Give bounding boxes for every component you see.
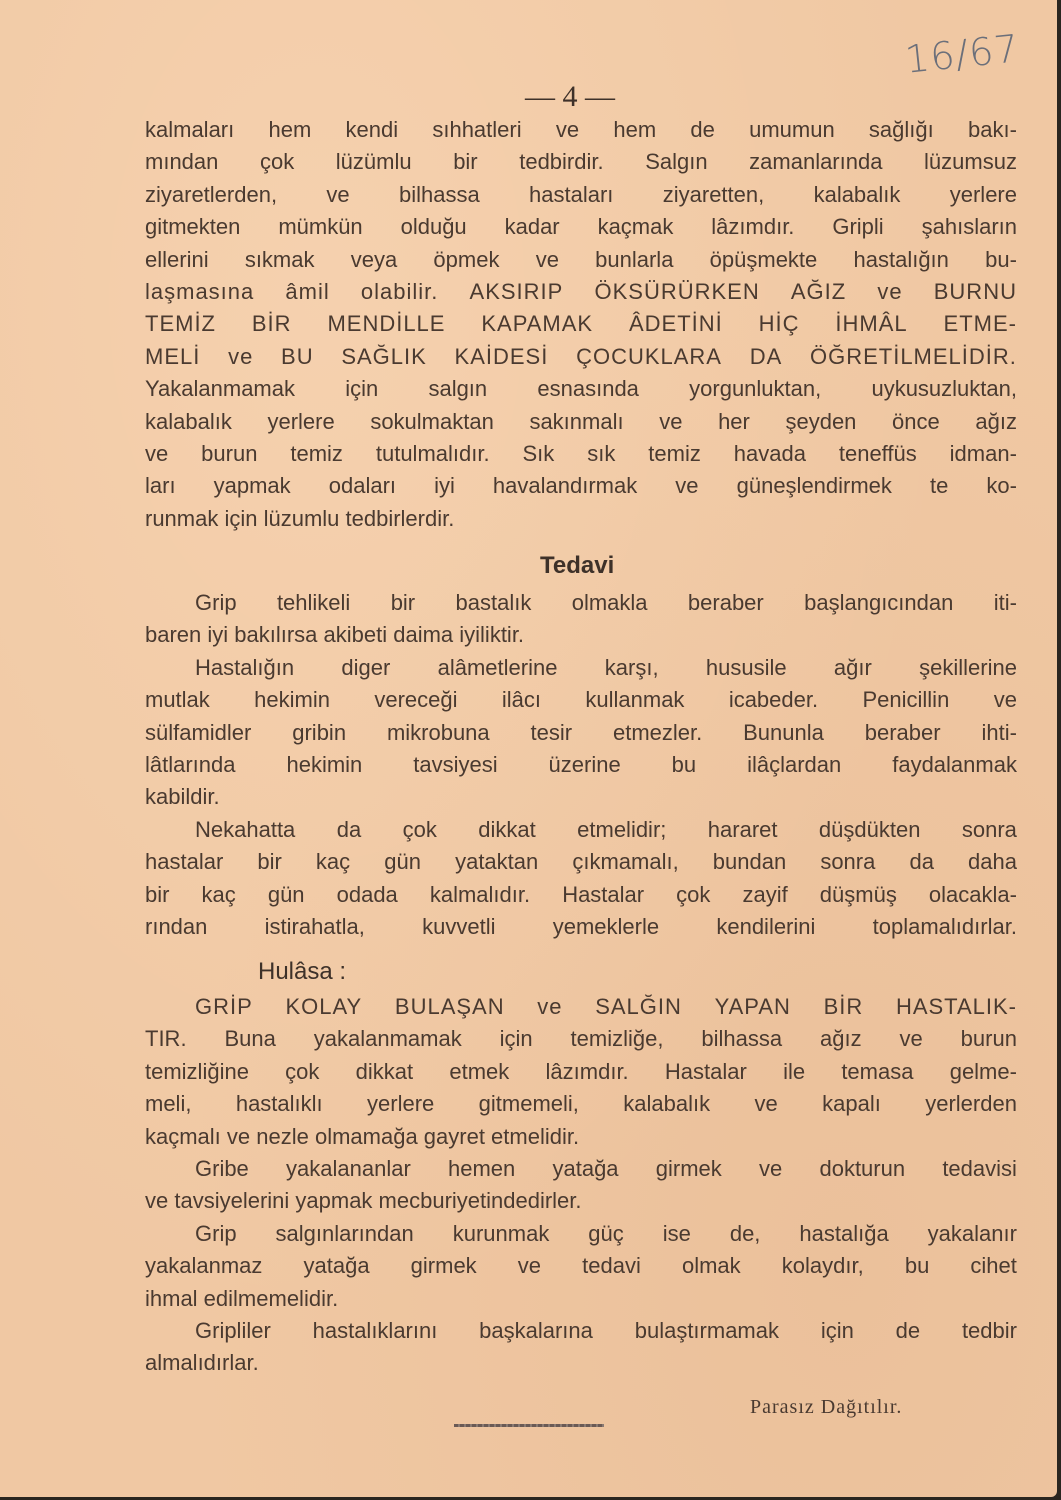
word: beraber [864, 719, 941, 745]
word: de [895, 1318, 921, 1344]
paragraph [145, 991, 1017, 1153]
word: bir [453, 149, 478, 175]
word: yatağa [303, 1253, 370, 1279]
word: ziyaretten, [662, 181, 765, 207]
word: ile [783, 1058, 806, 1084]
section-heading-tedavi: Tedavi [540, 552, 615, 579]
word: güç [588, 1220, 624, 1246]
word: BİR [823, 994, 864, 1019]
text-line [145, 438, 1017, 470]
word: öpüşmekte [709, 246, 818, 272]
word: lâtlarında [145, 752, 236, 778]
word: meli, [145, 1091, 192, 1117]
word: olmakla [571, 590, 648, 615]
word: kaçmak [597, 214, 674, 240]
word: ve [659, 408, 683, 434]
word: girmek [655, 1156, 722, 1182]
word: için [820, 1318, 854, 1344]
word: MELİ [145, 343, 201, 369]
word: kalmaları [145, 117, 235, 142]
word: üzerine [548, 752, 621, 778]
word: bilhassa [701, 1026, 783, 1052]
word: temasa [841, 1058, 914, 1084]
text-line [145, 1023, 1017, 1055]
word: TEMİZ [145, 311, 216, 337]
word: tesir [530, 719, 573, 745]
word: Hastalar [664, 1058, 747, 1084]
footer-note: Parasız Dağıtılır. [750, 1396, 903, 1418]
word: havalandırmak [492, 473, 638, 499]
word: da [909, 849, 934, 875]
word: karşı, [604, 654, 659, 680]
paragraph [145, 1218, 1017, 1315]
word: sağlığı [868, 117, 934, 142]
text-line [145, 211, 1017, 243]
word: kendi [345, 117, 399, 142]
word: şahısların [921, 214, 1017, 240]
word: salgın [428, 376, 488, 402]
word: lüzümlu [335, 149, 412, 175]
word: Buna [224, 1026, 276, 1052]
word: gitmekten [145, 214, 241, 240]
word: mümkün [278, 214, 363, 240]
word: şekillerine [919, 654, 1017, 680]
text-line: baren iyi bakılırsa akibeti daima iyiliktir. [145, 622, 525, 648]
word: ve [555, 117, 580, 142]
word: tavsiyesi [413, 752, 498, 778]
word: Nekahatta [195, 816, 296, 842]
word: ilâcı [501, 687, 542, 713]
word: esnasında [537, 376, 639, 402]
text-line: ihmal edilmemelidir. [145, 1285, 339, 1311]
word: kullanmak [585, 687, 685, 713]
word: ko- [986, 473, 1017, 499]
word: kolaydır, [781, 1253, 864, 1279]
word: hararet [707, 816, 778, 842]
word: ağır [833, 654, 872, 680]
word: yakalanmamak [313, 1026, 462, 1052]
word: Salgın [645, 149, 708, 175]
word: ÂDETİNİ [628, 311, 723, 337]
word: kalmalıdır. [429, 881, 531, 907]
word: te [929, 473, 949, 499]
word: bundan [712, 849, 787, 875]
word: kalabalık [145, 408, 232, 434]
paragraph [145, 587, 1017, 652]
word: hastalıklı [235, 1091, 323, 1117]
word: kalabalık [813, 181, 901, 207]
text-line [145, 684, 1017, 716]
text-line [145, 341, 1017, 373]
word: sıkmak [244, 246, 315, 272]
word: yakalananlar [286, 1156, 411, 1182]
word: lâzımdır. [545, 1058, 629, 1084]
text-line [145, 749, 1017, 781]
word: kalabalık [623, 1091, 711, 1117]
word: başkalarına [479, 1318, 593, 1344]
text-line: kaçmalı ve nezle olmamağa gayret etmelidir. [145, 1123, 580, 1149]
text-line [145, 814, 1017, 846]
word: girmek [410, 1253, 477, 1279]
word: Sık [522, 441, 555, 467]
word: cihet [970, 1253, 1017, 1279]
word: düşmüş [819, 881, 897, 907]
word: her [718, 408, 750, 434]
word: lüzumsuz [924, 149, 1017, 175]
word: bastalık [455, 590, 532, 615]
word: beraber [687, 590, 764, 615]
paragraph [145, 1315, 1017, 1380]
word: ve [759, 1156, 783, 1182]
paragraph [145, 1153, 1017, 1218]
text-line [145, 846, 1017, 878]
word: dikkat [478, 816, 536, 842]
text-line [145, 179, 1017, 211]
word: Yakalanmamak [145, 376, 295, 402]
word: YAPAN [714, 994, 791, 1019]
word: SAĞLIK [341, 343, 427, 369]
word: yorgunluktan, [689, 376, 822, 402]
text-line [145, 114, 1017, 146]
intro-paragraph [145, 114, 1017, 535]
word: veya [350, 246, 398, 272]
word: yemeklerle [552, 914, 660, 940]
word: ellerini [145, 246, 209, 272]
word: de, [729, 1220, 761, 1246]
text-line [145, 717, 1017, 749]
word: AKSIRIP [469, 279, 564, 305]
word: odaları [328, 473, 397, 499]
word: hastalar [145, 849, 224, 875]
text-line [145, 146, 1017, 178]
word: Gribe [195, 1156, 249, 1182]
word: bu [904, 1253, 930, 1279]
word: AĞIZ [790, 279, 847, 305]
word: tedavisi [942, 1156, 1017, 1182]
word: olmak [681, 1253, 741, 1279]
word: âmil [285, 279, 330, 305]
text-line [145, 276, 1017, 308]
word: da [336, 816, 362, 842]
word: etmezler. [612, 719, 703, 745]
text-line [145, 587, 1017, 619]
word: için [345, 376, 379, 402]
word: gitmemeli, [478, 1091, 579, 1117]
word: gribin [292, 719, 347, 745]
text-line: ve tavsiyelerini yapmak mecburiyetindedirler. [145, 1188, 582, 1214]
text-line [145, 652, 1017, 684]
word: gün [267, 881, 305, 907]
word: KOLAY [285, 994, 363, 1019]
hulasa-body [145, 991, 1017, 1380]
text-line [145, 1088, 1017, 1120]
word: ve [754, 1091, 778, 1117]
word: umumun [749, 117, 835, 142]
word: temiz [648, 441, 701, 467]
text-line [145, 244, 1017, 276]
paragraph [145, 652, 1017, 814]
word: yakalanmaz [145, 1253, 263, 1279]
word: teneffüs [838, 441, 917, 467]
word: hem [268, 117, 312, 142]
word: ve [899, 1026, 923, 1052]
word: sonra [961, 816, 1017, 842]
word: Hastalar [562, 881, 645, 907]
word: kendilerini [716, 914, 816, 940]
word: çok [402, 816, 437, 842]
word: iyi [434, 473, 455, 499]
word: temizliğine [145, 1058, 249, 1084]
word: yakalanır [927, 1220, 1017, 1246]
word: sülfamidler [145, 719, 252, 745]
text-line [145, 470, 1017, 502]
word: BU [281, 343, 314, 369]
word: toplamalıdırlar. [872, 914, 1017, 940]
word: sıhhatleri [432, 117, 522, 142]
word: temiz [290, 441, 343, 467]
word: ağız [820, 1026, 862, 1052]
word: hekimin [286, 752, 363, 778]
word: dikkat [355, 1058, 414, 1084]
word: kaç [201, 881, 236, 907]
word: mikrobuna [386, 719, 490, 745]
word: İHMÂL [835, 311, 908, 337]
word: bunlarla [595, 246, 674, 272]
word: tehlikeli [276, 590, 351, 615]
word: Hastalığın [195, 654, 295, 680]
word: sokulmaktan [370, 408, 494, 434]
word: laşmasına [145, 279, 255, 305]
word: iti- [993, 590, 1017, 615]
word: olduğu [400, 214, 467, 240]
word: ve [535, 246, 559, 272]
word: BURNU [933, 279, 1017, 305]
word: öpmek [433, 246, 500, 272]
word: düşdükten [818, 816, 921, 842]
word: etmek [449, 1058, 510, 1084]
text-line [145, 308, 1017, 340]
word: çıkmamalı, [572, 849, 679, 875]
word: ağız [975, 408, 1017, 434]
word: bir [257, 849, 282, 875]
word: HİÇ [758, 311, 800, 337]
word: Bununla [743, 719, 824, 745]
word: önce [892, 408, 940, 434]
word: KAPAMAK [481, 311, 594, 337]
word: yataktan [455, 849, 539, 875]
text-line [145, 1153, 1017, 1185]
word: yatağa [552, 1156, 619, 1182]
word: vereceği [374, 687, 458, 713]
word: diger [341, 654, 391, 680]
word: etmelidir; [577, 816, 667, 842]
word: Gripliler [195, 1318, 271, 1344]
text-line [145, 1056, 1017, 1088]
word: bilhassa [398, 181, 480, 207]
text-line [145, 406, 1017, 438]
word: Grip [195, 590, 237, 615]
word: havada [733, 441, 806, 467]
word: ve [993, 687, 1017, 713]
word: zayif [742, 881, 788, 907]
word: bir [390, 590, 416, 615]
word: yerlere [367, 1091, 435, 1117]
word: SALĞIN [595, 994, 682, 1019]
text-line: almalıdırlar. [145, 1350, 259, 1376]
word: sakınmalı [529, 408, 624, 434]
text-line [145, 1250, 1017, 1282]
word: ve [228, 343, 254, 369]
word: ÖĞRETİLMELİDİR. [809, 343, 1017, 369]
word: çok [259, 149, 295, 175]
word: çok [676, 881, 711, 907]
word: tedbirdir. [519, 149, 604, 175]
word: TIR. [145, 1026, 187, 1052]
word: hastaları [529, 181, 614, 207]
word: ise [662, 1220, 691, 1246]
word: ÖKSÜRÜRKEN [594, 279, 760, 305]
word: hastalığın [853, 246, 949, 272]
word: ilâçlardan [747, 752, 842, 778]
section-heading-hulasa: Hulâsa : [258, 958, 347, 985]
word: ve [537, 994, 563, 1019]
word: güneşlendirmek [736, 473, 892, 499]
text-line [145, 879, 1017, 911]
word: tutulmalıdır. [375, 441, 490, 467]
word: alâmetlerine [437, 654, 558, 680]
handwritten-annotation: 16/67 [903, 26, 1022, 82]
word: faydalanmak [892, 752, 1017, 778]
word: odada [336, 881, 398, 907]
word: kuvvetli [422, 914, 496, 940]
word: daha [968, 849, 1017, 875]
word: lâzımdır. [711, 214, 795, 240]
tedavi-body [145, 587, 1017, 943]
word: zamanlarında [749, 149, 883, 175]
word: hastalıklarını [312, 1318, 438, 1344]
word: kurunmak [452, 1220, 550, 1246]
word: gün [384, 849, 421, 875]
paragraph [145, 814, 1017, 944]
word: burun [960, 1026, 1017, 1052]
word: yerlere [267, 408, 335, 434]
word: BULAŞAN [394, 994, 505, 1019]
word: tedbir [961, 1318, 1017, 1344]
text-line [145, 1218, 1017, 1250]
word: rından [145, 914, 208, 940]
word: bakı- [967, 117, 1017, 142]
word: hekimin [254, 687, 330, 713]
word: kaç [315, 849, 351, 875]
word: Penicillin [862, 687, 950, 713]
word: icabeder. [728, 687, 819, 713]
word: dokturun [819, 1156, 906, 1182]
word: ÇOCUKLARA [576, 343, 722, 369]
word: kadar [504, 214, 560, 240]
word: ve [145, 441, 169, 467]
word: de [690, 117, 715, 142]
word: GRİP [195, 994, 253, 1019]
word: bu- [985, 246, 1017, 272]
word: ziyaretlerden, [145, 181, 278, 207]
word: başlangıcından [804, 590, 954, 615]
divider-rule [454, 1424, 604, 1427]
word: uykusuzluktan, [871, 376, 1017, 402]
word: çok [285, 1058, 320, 1084]
word: ve [675, 473, 699, 499]
word: hemen [447, 1156, 516, 1182]
text-line: runmak için lüzumlu tedbirlerdir. [145, 505, 455, 531]
word: HASTALIK- [895, 994, 1017, 1019]
word: yerlerden [925, 1091, 1017, 1117]
text-line [145, 991, 1017, 1023]
word: Gripli [832, 214, 884, 240]
word: ve [326, 181, 350, 207]
word: şeyden [785, 408, 857, 434]
word: olacakla- [928, 881, 1017, 907]
word: hastalığa [799, 1220, 889, 1246]
word: sonra [820, 849, 876, 875]
word: istirahatla, [264, 914, 365, 940]
word: yerlere [949, 181, 1017, 207]
word: DA [749, 343, 783, 369]
word: hem [613, 117, 657, 142]
word: için [499, 1026, 533, 1052]
word: ları [145, 473, 176, 499]
word: BİR [251, 311, 292, 337]
page-number: — 4 — [525, 80, 615, 113]
word: olabilir. [360, 279, 439, 305]
word: yapmak [213, 473, 291, 499]
text-line [145, 1315, 1017, 1347]
word: kapalı [822, 1091, 881, 1117]
word: gelme- [949, 1058, 1017, 1084]
word: Grip [195, 1220, 237, 1246]
word: mutlak [145, 687, 210, 713]
word: ihti- [981, 719, 1017, 745]
word: bulaştırmamak [634, 1318, 779, 1344]
text-line [145, 911, 1017, 943]
word: ETME- [943, 311, 1017, 337]
word: bu [671, 752, 697, 778]
word: ve [517, 1253, 542, 1279]
word: KAİDESİ [454, 343, 549, 369]
word: burun [201, 441, 258, 467]
word: temizliğe, [570, 1026, 664, 1052]
word: hususile [705, 654, 787, 680]
word: ve [877, 279, 903, 305]
text-line [145, 373, 1017, 405]
word: mından [145, 149, 219, 175]
word: sık [587, 441, 616, 467]
word: bir [145, 881, 170, 907]
word: MENDİLLE [327, 311, 446, 337]
word: salgınlarından [275, 1220, 414, 1246]
text-line: kabildir. [145, 784, 220, 810]
word: tedavi [582, 1253, 641, 1279]
word: idman- [949, 441, 1017, 467]
